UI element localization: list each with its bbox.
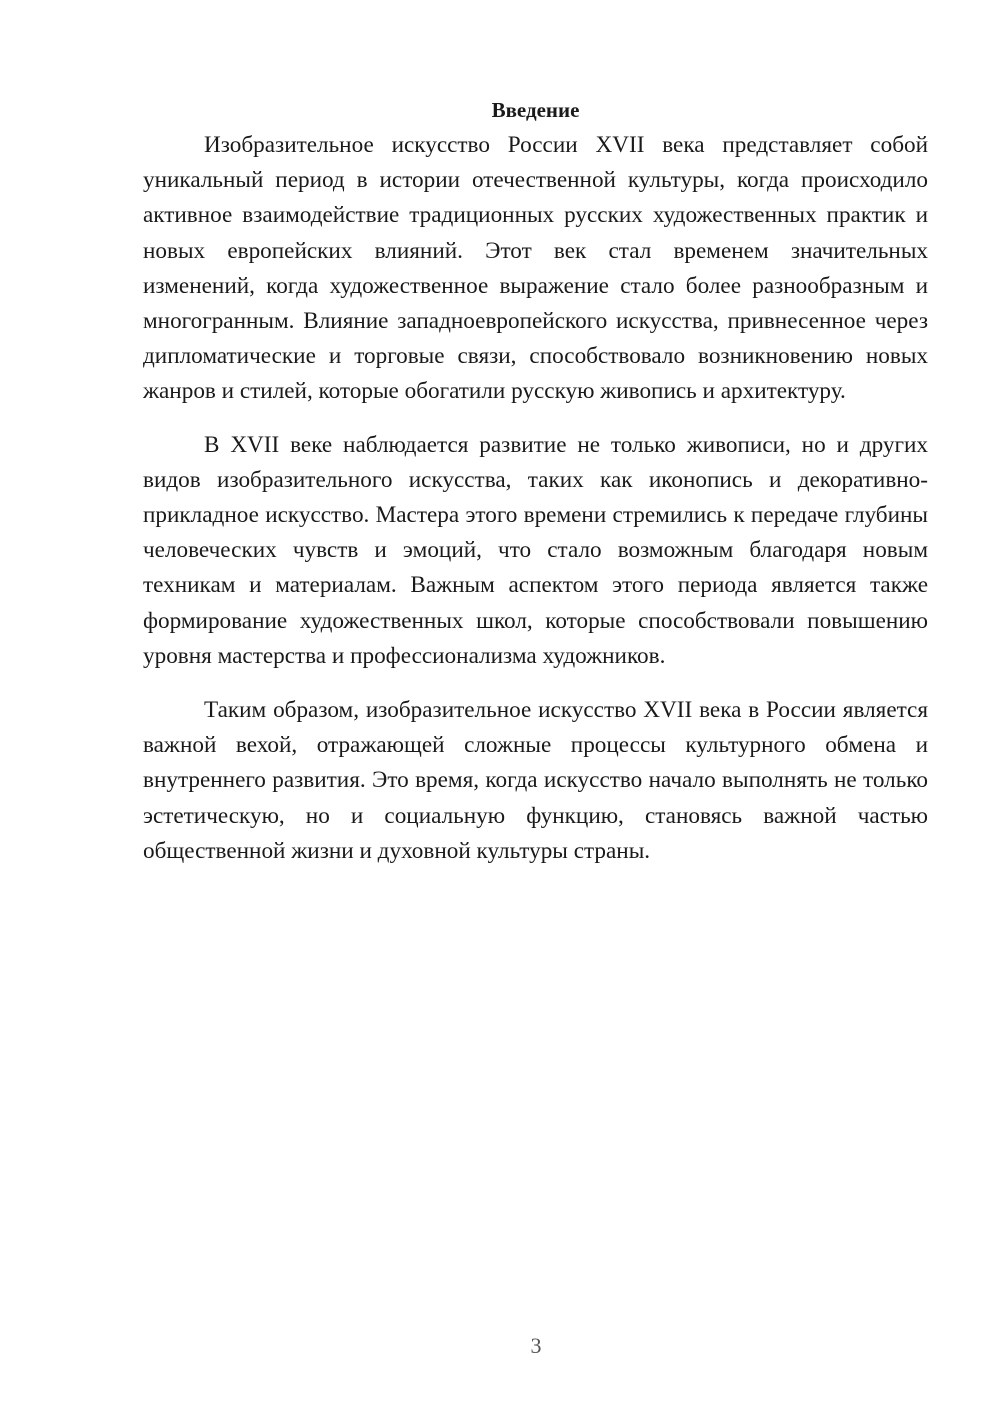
page-content	[143, 93, 928, 869]
paragraph-3: Таким образом, изобразительное искусство XVII века в России является важной вехой, отражающей сложные процессы культурного обмена и внутреннего развития. Это время, когда искусство начало выполнять не только эстетическую, но и социальную функцию, становясь важной частью общественной жизни и духовной культуры страны.	[143, 697, 928, 864]
section-heading: Введение	[491, 98, 580, 122]
page-number: 3	[530, 1333, 542, 1358]
paragraph-2: В XVII веке наблюдается развитие не только живописи, но и других видов изобразительного искусства, таких как иконопись и декоративно-прикладное искусство. Мастера этого времени стремились к передаче глубины человеческих чувств и эмоций, что стало возможным благодаря новым техникам и материалам. Важным аспектом этого периода является также формирование художественных школ, которые способствовали повышению уровня мастерства и профессионализма художников.	[143, 431, 928, 669]
paragraph-1: Изобразительное искусство России XVII века представляет собой уникальный период в истории отечественной культуры, когда происходило активное взаимодействие традиционных русских художественных практик и новых европейских влияний. Этот век стал временем значительных изменений, когда художественное выражение стало более разнообразным и многогранным. Влияние западноевропейского искусства, привнесенное через дипломатические и торговые связи, способствовало возникновению новых жанров и стилей, которые обогатили русскую живопись и архитектуру.	[143, 132, 928, 405]
